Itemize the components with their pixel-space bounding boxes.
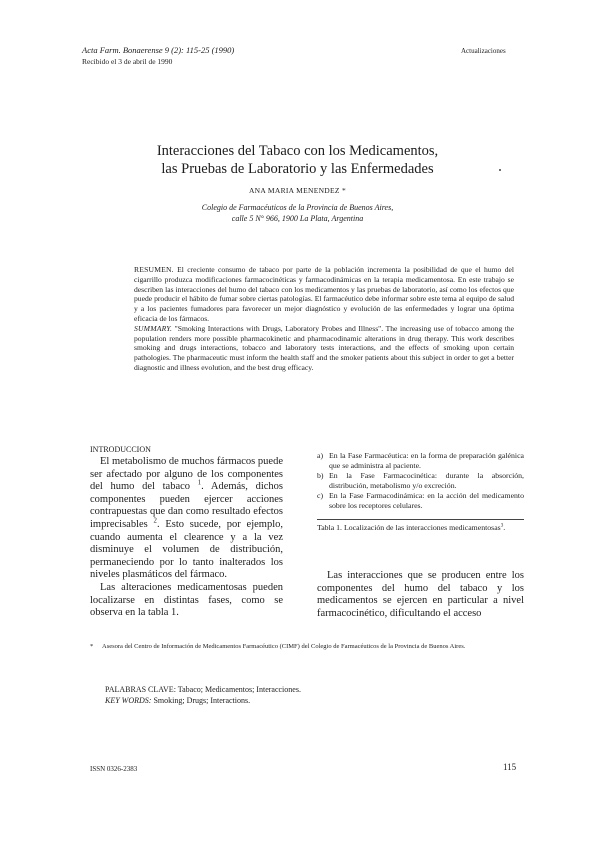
affiliation-line-1: Colegio de Farmacéuticos de la Provincia de Buenos Aires, [201, 203, 394, 212]
keywords-es-text: Tabaco; Medicamentos; Interacciones. [175, 685, 301, 694]
intro-p2-text: Las alteraciones medicamentosas pueden localizarse en distintas fases, como se observa en la tabla 1. [90, 581, 283, 619]
table-1 [317, 451, 524, 511]
author-name: ANA MARIA MENENDEZ * [248, 186, 347, 195]
caption-end: . [503, 523, 506, 532]
intro-p1-part-c: . Esto sucede, por ejemplo, cuando aumenta el clearence y a la vez disminuye el volumen de distribución, permaneciendo por lo tanto inalterados los niveles plasmáticos del fármaco. [90, 518, 284, 581]
journal-citation: Acta Farm. Bonaerense 9 (2): 115-25 (1990) [82, 45, 235, 55]
list-item [317, 451, 524, 471]
list-item-text: En la Fase Farmacodinámica: en la acción del medicamento sobre los receptores celulares. [329, 491, 524, 510]
intro-column [90, 445, 283, 620]
keywords-block [105, 684, 505, 706]
table-1-list [317, 451, 524, 511]
list-item-text: En la Fase Farmacocinética: durante la absorción, distribución, metabolismo y/o excreción. [329, 471, 524, 490]
section-label: Actualizaciones [461, 47, 506, 55]
speck-mark [499, 169, 501, 171]
list-item-text: En la Fase Farmacéutica: en la forma de preparación galénica que se administra al paciente. [329, 451, 524, 470]
title-line-1: Interacciones del Tabaco con los Medicamentos, [156, 143, 439, 159]
reference-1: 1 [197, 479, 202, 487]
title-line-2: las Pruebas de Laboratorio y las Enfermedades [161, 161, 434, 177]
intro-paragraph-2 [90, 582, 283, 620]
summary-text: "Smoking Interactions with Drugs, Laboratory Probes and Illness". The increasing use of tobacco among the population renders more possible pharmacokinetic and pharmacodinamic alterations in drug therapy. This work describes smoking and drugs interactions, tobacco and laboratory tests interactions, and the effects of smoking upon certain pathologies. The pharmaceutic must inform the health staff and the smoker patients about this subject in order to get a better diagnostic and illness evolution, and the best drug efficacy. [134, 323, 514, 372]
footnote-marker: * [90, 643, 94, 650]
article-title [90, 142, 505, 178]
page-number: 115 [503, 762, 517, 772]
caption-text: Tabla 1. Localización de las interacciones medicamentosas [317, 523, 501, 532]
footnote-text: Asesora del Centro de Información de Medicamentos Farmacéutico (CIMF) del Colegio de Farmacéuticos de la Provincia de Buenos Aires. [102, 643, 466, 650]
author-footnote [90, 643, 520, 651]
intro-p1-part-b: . Además, dichos componentes pueden ejercer acciones contrapuestas que dan como resultado efectos imprecisables [90, 481, 283, 530]
affiliation-line-2: calle 5 N° 966, 1900 La Plata, Argentina [231, 214, 364, 223]
interactions-text: Las interacciones que se producen entre los componentes del humo del tabaco y los medicamentos se ejercen en particular a nivel farmacocinético, dificultando el acceso [317, 570, 524, 619]
list-item [317, 471, 524, 491]
list-item-letter: a) [317, 451, 324, 460]
keywords-es-label: PALABRAS CLAVE: [105, 685, 176, 694]
table-divider [317, 519, 524, 520]
reference-3: 3 [500, 522, 504, 529]
summary-label: SUMMARY. [134, 323, 173, 333]
table-1-caption [317, 523, 524, 533]
author-affiliation [90, 202, 505, 224]
journal-header [82, 45, 234, 67]
resumen-text: El creciente consumo de tabaco por parte de la población incrementa la posibilidad de que el humo del cigarrillo produzca modificaciones farmacocinéticas y farmacodinámicas en la terapia medicamentosa. En este trabajo se describen las interacciones del humo del tabaco con los medicamentos y las pruebas de laboratorio, así como los efectos que puede producir el hábito de fumar sobre ciertas patologías. El farmacéutico debe informar sobre este tema al equipo de salud y a los pacientes fumadores para favorecer un mejor diagnóstico y evolución de las enfermedades y lograr una óptima eficacia de los fármacos. [134, 265, 514, 323]
resumen-paragraph [134, 265, 514, 324]
summary-paragraph [134, 324, 514, 373]
right-column-text [317, 570, 524, 620]
keywords-en-text: Smoking; Drugs; Interactions. [151, 696, 251, 705]
interactions-paragraph [317, 570, 524, 620]
list-item [317, 491, 524, 511]
list-item-letter: b) [317, 471, 324, 480]
keywords-es [105, 684, 505, 695]
keywords-en-label: KEY WORDS: [105, 696, 152, 705]
resumen-label: RESUMEN. [134, 265, 174, 274]
keywords-en [105, 695, 505, 706]
intro-p1-part-a: El metabolismo de muchos fármacos puede ser afectado por alguno de los componentes del humo del tabaco [90, 456, 283, 493]
issn: ISSN 0326-2383 [90, 765, 138, 773]
reference-2: 2 [153, 517, 157, 525]
intro-paragraph-1 [90, 456, 283, 582]
abstract-block [134, 265, 514, 373]
list-item-letter: c) [317, 491, 324, 500]
intro-heading: INTRODUCCION [90, 445, 151, 454]
received-date: Recibido el 3 de abril de 1990 [82, 57, 173, 66]
